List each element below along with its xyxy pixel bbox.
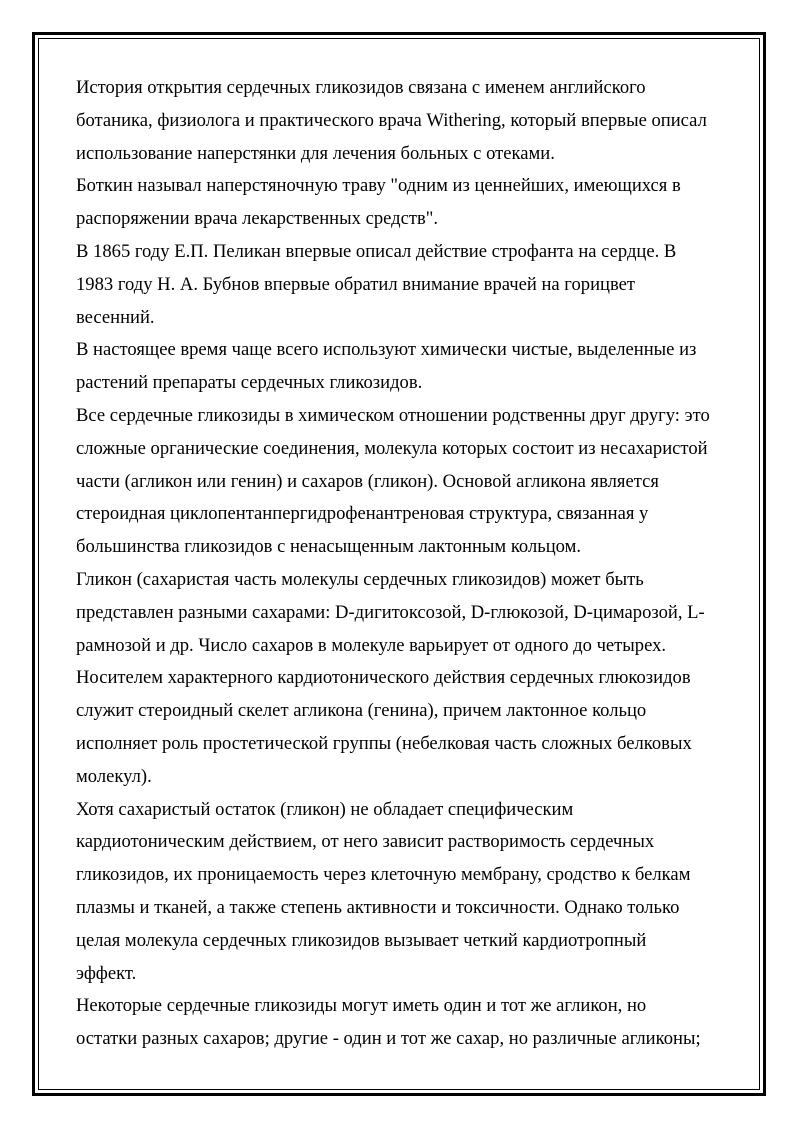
text-line: рамнозой и др. Число сахаров в молекуле варьирует от одного до четырех. (76, 634, 667, 656)
text-line: История открытия сердечных гликозидов связана с именем английского (76, 77, 646, 98)
paragraph-history (76, 72, 736, 170)
text-line: весенний. (76, 306, 155, 328)
text-line: распоряжении врача лекарственных средств". (76, 208, 438, 230)
text-line: растений препараты сердечных гликозидов. (76, 372, 423, 394)
text-line: гликозидов, их проницаемость через клеточную мембрану, сродство к белкам (76, 864, 691, 886)
paragraph-botkin (76, 170, 736, 236)
text-line: целая молекула сердечных гликозидов вызывает четкий кардиотропный (76, 929, 647, 951)
text-line: кардиотоническим действием, от него зависит растворимость сердечных (76, 831, 655, 853)
text-line: эффект. (76, 962, 137, 984)
text-line: Все сердечные гликозиды в химическом отношении родственны друг другу: это (76, 404, 710, 426)
text-line: Некоторые сердечные гликозиды могут иметь один и тот же агликон, но (76, 995, 647, 1017)
text-line: ботаника, физиолога и практического врача Withering, который впервые описал (76, 109, 707, 131)
text-line: служит стероидный скелет агликона (генина), причем лактонное кольцо (76, 700, 647, 722)
text-line: использование наперстянки для лечения больных с отеками. (76, 142, 555, 164)
text-line: исполняет роль простетической группы (небелковая часть сложных белковых (76, 732, 692, 754)
text-line: большинства гликозидов с ненасыщенным лактонным кольцом. (76, 536, 582, 558)
text-line: остатки разных сахаров; другие - один и тот же сахар, но различные агликоны; (76, 1028, 701, 1050)
text-line: части (агликон или генин) и сахаров (гликон). Основой агликона является (76, 470, 659, 492)
document-body (76, 72, 736, 1056)
paragraph-1865 (76, 236, 736, 334)
paragraph-carrier (76, 662, 736, 793)
text-line: представлен разными сахарами: D-дигитоксозой, D-глюкозой, D-цимарозой, L- (76, 601, 705, 623)
text-line: В 1865 году Е.П. Пеликан впервые описал действие строфанта на сердце. В (76, 240, 677, 262)
text-line: Хотя сахаристый остаток (гликон) не обладает специфическим (76, 798, 574, 820)
text-line: В настоящее время чаще всего используют химически чистые, выделенные из (76, 339, 697, 361)
text-line: стероидная циклопентанпергидрофенантреновая структура, связанная у (76, 503, 649, 525)
text-line: Носителем характерного кардиотонического действия сердечных глюкозидов (76, 667, 691, 689)
text-line: сложные органические соединения, молекула которых состоит из несахаристой (76, 437, 708, 459)
paragraph-variants (76, 990, 736, 1056)
text-line: молекул). (76, 765, 152, 787)
paragraph-sugar-residue (76, 794, 736, 991)
paragraph-current-use (76, 334, 736, 400)
text-line: плазмы и тканей, а также степень активности и токсичности. Однако только (76, 896, 680, 918)
paragraph-chemistry (76, 400, 736, 564)
text-line: 1983 году Н. А. Бубнов впервые обратил внимание врачей на горицвет (76, 273, 636, 295)
text-line: Гликон (сахаристая часть молекулы сердечных гликозидов) может быть (76, 568, 644, 590)
text-line: Боткин называл наперстяночную траву "одним из ценнейших, имеющихся в (76, 175, 681, 197)
paragraph-glycon (76, 564, 736, 662)
